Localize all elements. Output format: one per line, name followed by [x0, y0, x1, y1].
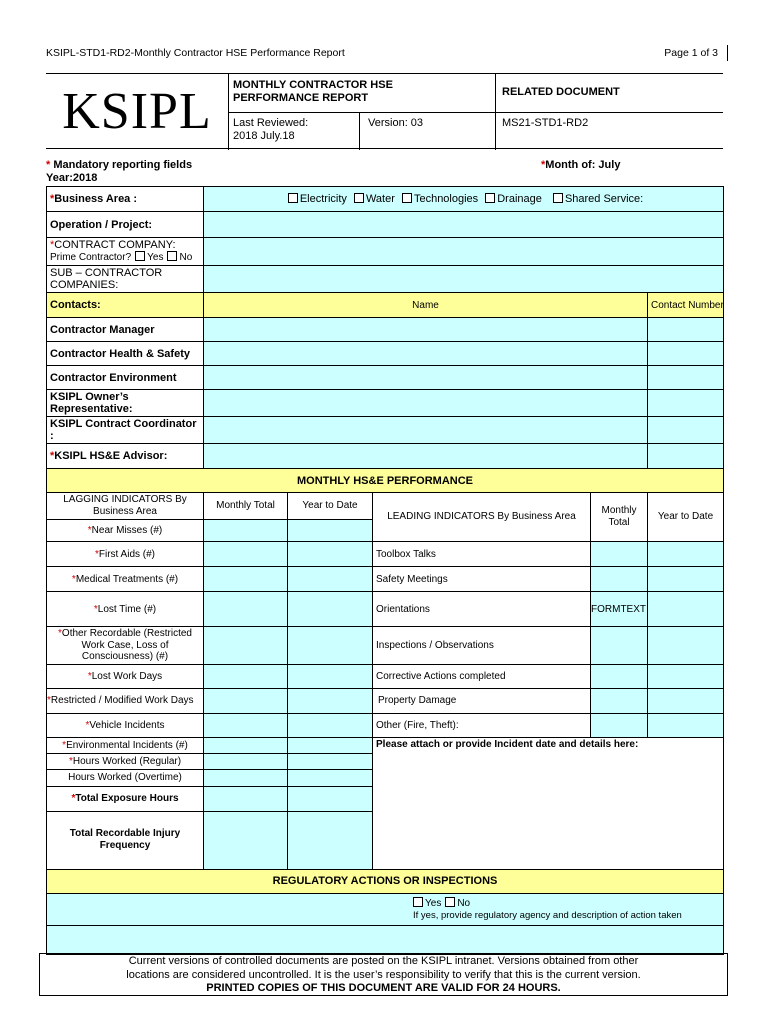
other-fire-monthly-field[interactable]	[591, 713, 648, 737]
hse-advisor-text: KSIPL HS&E Advisor:	[54, 450, 168, 462]
contractor-env-row	[47, 366, 724, 390]
owner-rep-row	[47, 390, 724, 417]
inspections-label: Inspections / Observations	[373, 627, 591, 665]
mandatory-marker: *	[47, 695, 51, 706]
vehicle-incidents-label	[47, 713, 204, 737]
other-recordable-monthly-field[interactable]	[204, 627, 288, 665]
technologies-checkbox[interactable]	[402, 193, 412, 203]
medical-monthly-field[interactable]	[204, 567, 288, 592]
contractor-hs-name-field[interactable]	[204, 342, 648, 366]
medical-label	[47, 567, 204, 592]
lost-time-ytd-field[interactable]	[288, 592, 373, 627]
near-misses-label	[47, 520, 204, 542]
lost-time-row	[47, 592, 724, 627]
corrective-label: Corrective Actions completed	[373, 664, 591, 688]
total-exposure-text: Total Exposure Hours	[75, 793, 179, 804]
first-aids-ytd-field[interactable]	[288, 542, 373, 567]
hse-advisor-name-field[interactable]	[204, 444, 648, 469]
contract-company-field[interactable]	[204, 238, 724, 266]
contact-number-header: Contact Number	[648, 293, 724, 318]
first-aids-monthly-field[interactable]	[204, 542, 288, 567]
inspections-monthly-field[interactable]	[591, 627, 648, 665]
regulatory-yes-checkbox[interactable]	[413, 897, 423, 907]
contract-coord-name-field[interactable]	[204, 417, 648, 444]
electricity-label: Electricity	[299, 193, 347, 205]
contractor-manager-label: Contractor Manager	[47, 318, 204, 342]
header-divider	[727, 45, 728, 61]
business-area-text: Business Area :	[54, 193, 138, 205]
related-document-label: RELATED DOCUMENT	[502, 86, 620, 98]
document-header	[46, 47, 728, 61]
hours-overtime-monthly-field[interactable]	[204, 769, 288, 786]
mandatory-note	[46, 159, 728, 185]
contractor-hs-number-field[interactable]	[648, 342, 724, 366]
trif-label: Total Recordable Injury Frequency	[47, 811, 204, 869]
mandatory-marker: *	[58, 628, 62, 639]
ksipl-logo: KSIPL	[62, 83, 212, 140]
performance-section-row	[47, 469, 724, 493]
contractor-hs-row	[47, 342, 724, 366]
footer-line-3: PRINTED COPIES OF THIS DOCUMENT ARE VALID FOR 24 HOURS.	[206, 982, 561, 994]
other-fire-ytd-field[interactable]	[648, 713, 724, 737]
mandatory-marker: *	[87, 525, 92, 536]
property-damage-ytd-field[interactable]	[648, 688, 724, 713]
contract-coord-row	[47, 417, 724, 444]
vehicle-incidents-text: Vehicle Incidents	[89, 719, 165, 731]
mandatory-marker: *	[46, 159, 51, 171]
contractor-env-name-field[interactable]	[204, 366, 648, 390]
page-number: Page 1 of 3	[664, 47, 718, 59]
contractor-env-number-field[interactable]	[648, 366, 724, 390]
operation-row	[47, 212, 724, 238]
corrective-monthly-field[interactable]	[591, 664, 648, 688]
lost-time-label	[47, 592, 204, 627]
regulatory-details-field[interactable]	[47, 925, 724, 954]
hse-advisor-row	[47, 444, 724, 469]
contacts-label: Contacts:	[47, 293, 204, 318]
regulatory-options	[409, 897, 723, 922]
other-recordable-text: Other Recordable (Restricted Work Case, Loss of Consciousness) (#)	[61, 628, 192, 662]
lost-work-days-text: Lost Work Days	[91, 670, 163, 682]
prime-no-label: No	[179, 252, 193, 263]
prime-yes-checkbox[interactable]	[135, 251, 145, 261]
trif-ytd-field[interactable]	[288, 811, 373, 869]
medical-ytd-field[interactable]	[288, 567, 373, 592]
vehicle-incidents-ytd-field[interactable]	[288, 713, 373, 737]
drainage-label: Drainage	[497, 193, 542, 205]
toolbox-monthly-field[interactable]	[591, 542, 648, 567]
lost-work-days-row	[47, 664, 724, 688]
medical-row	[47, 567, 724, 592]
incident-details-area[interactable]: Please attach or provide Incident date and details here:	[373, 737, 724, 869]
contract-coord-number-field[interactable]	[648, 417, 724, 444]
water-checkbox[interactable]	[354, 193, 364, 203]
medical-text: Medical Treatments (#)	[75, 573, 179, 585]
leading-monthly-header: Monthly Total	[591, 493, 648, 542]
total-exposure-monthly-field[interactable]	[204, 786, 288, 811]
shared-service-checkbox[interactable]	[553, 193, 563, 203]
mandatory-marker: *	[541, 159, 546, 171]
divider	[359, 112, 360, 150]
mandatory-marker: *	[93, 603, 98, 615]
related-document-value: MS21-STD1-RD2	[502, 117, 589, 129]
lagging-monthly-header: Monthly Total	[204, 493, 288, 520]
property-damage-label: Property Damage	[373, 688, 591, 713]
hours-regular-ytd-field[interactable]	[288, 753, 373, 769]
lost-time-text: Lost Time (#)	[97, 603, 157, 615]
vehicle-incidents-row	[47, 713, 724, 737]
contractor-manager-number-field[interactable]	[648, 318, 724, 342]
toolbox-label: Toolbox Talks	[373, 542, 591, 567]
business-area-row	[47, 187, 724, 212]
trif-monthly-field[interactable]	[204, 811, 288, 869]
footer-line-1: Current versions of controlled documents are posted on the KSIPL intranet. Versions obtained from other	[128, 955, 639, 967]
drainage-checkbox[interactable]	[485, 193, 495, 203]
water-label: Water	[365, 193, 395, 205]
other-fire-label: Other (Fire, Theft):	[373, 713, 591, 737]
indicator-header-row	[47, 493, 724, 520]
mandatory-marker: *	[71, 793, 76, 804]
hours-overtime-ytd-field[interactable]	[288, 769, 373, 786]
other-recordable-label	[47, 627, 204, 665]
first-aids-text: First Aids (#)	[98, 548, 156, 560]
restricted-days-text: Restricted / Modified Work Days	[50, 695, 194, 706]
sub-contractor-field[interactable]	[204, 266, 724, 293]
near-misses-monthly-field[interactable]	[204, 520, 288, 542]
lost-work-days-monthly-field[interactable]	[204, 664, 288, 688]
safety-meetings-label: Safety Meetings	[373, 567, 591, 592]
title-block	[46, 73, 723, 149]
contract-coord-label: KSIPL Contract Coordinator :	[47, 417, 204, 444]
prime-no-checkbox[interactable]	[167, 251, 177, 261]
owner-rep-number-field[interactable]	[648, 390, 724, 417]
contacts-header-row	[47, 293, 724, 318]
restricted-days-monthly-field[interactable]	[204, 688, 288, 713]
business-area-label	[47, 187, 204, 212]
footer-notice	[39, 953, 728, 996]
version: Version: 03	[368, 117, 424, 129]
report-form	[46, 186, 724, 955]
first-aids-label	[47, 542, 204, 567]
operation-label: Operation / Project:	[47, 212, 204, 238]
mandatory-marker: *	[94, 548, 99, 560]
mandatory-marker: *	[85, 719, 90, 731]
corrective-ytd-field[interactable]	[648, 664, 724, 688]
regulatory-section-title: REGULATORY ACTIONS OR INSPECTIONS	[47, 869, 724, 893]
leading-ytd-header: Year to Date	[648, 493, 724, 542]
hours-regular-label	[47, 753, 204, 769]
vehicle-incidents-monthly-field[interactable]	[204, 713, 288, 737]
last-reviewed-value: 2018 July.18	[233, 130, 295, 142]
electricity-checkbox[interactable]	[288, 193, 298, 203]
lost-work-days-label	[47, 664, 204, 688]
owner-rep-label: KSIPL Owner’s Representative:	[47, 390, 204, 417]
hse-advisor-label	[47, 444, 204, 469]
orientations-monthly-field[interactable]: FORMTEXT	[591, 592, 648, 627]
lost-work-days-ytd-field[interactable]	[288, 664, 373, 688]
total-exposure-ytd-field[interactable]	[288, 786, 373, 811]
total-exposure-label	[47, 786, 204, 811]
env-incidents-text: Environmental Incidents (#)	[66, 739, 188, 751]
prime-contractor-label: Prime Contractor?	[50, 252, 132, 263]
mandatory-marker: *	[62, 739, 67, 751]
hse-advisor-number-field[interactable]	[648, 444, 724, 469]
regulatory-answer-field	[47, 893, 724, 925]
env-incidents-row	[47, 737, 724, 753]
regulatory-yes-label: Yes	[425, 897, 442, 909]
document-reference: KSIPL-STD1-RD2-Monthly Contractor HSE Performance Report	[46, 47, 345, 59]
sub-contractor-label: SUB – CONTRACTOR COMPANIES:	[47, 266, 204, 293]
business-area-options	[204, 187, 724, 212]
mandatory-marker: *	[50, 450, 55, 462]
near-misses-ytd-field[interactable]	[288, 520, 373, 542]
mandatory-text: Mandatory reporting fields	[50, 159, 193, 171]
env-incidents-ytd-field[interactable]	[288, 737, 373, 753]
contract-company-row	[47, 238, 724, 266]
lagging-header: LAGGING INDICATORS By Business Area	[47, 493, 204, 520]
prime-yes-label: Yes	[147, 252, 164, 263]
regulatory-no-checkbox[interactable]	[445, 897, 455, 907]
name-header: Name	[204, 293, 648, 318]
month-value: Month of: July	[545, 159, 621, 171]
performance-section-title: MONTHLY HS&E PERFORMANCE	[47, 469, 724, 493]
restricted-days-label	[47, 688, 204, 713]
operation-field[interactable]	[204, 212, 724, 238]
regulatory-instruction: If yes, provide regulatory agency and description of action taken	[413, 909, 682, 921]
sub-contractor-row	[47, 266, 724, 293]
mandatory-marker: *	[50, 193, 55, 205]
regulatory-details-row	[47, 925, 724, 954]
leading-header: LEADING INDICATORS By Business Area	[373, 493, 591, 542]
hours-regular-text: Hours Worked (Regular)	[72, 755, 182, 767]
lagging-ytd-header: Year to Date	[288, 493, 373, 520]
owner-rep-name-field[interactable]	[204, 390, 648, 417]
mandatory-marker: *	[68, 755, 73, 767]
year-field: Year:2018	[46, 172, 98, 184]
regulatory-no-label: No	[457, 897, 471, 909]
contractor-manager-name-field[interactable]	[204, 318, 648, 342]
restricted-days-ytd-field[interactable]	[288, 688, 373, 713]
report-title: MONTHLY CONTRACTOR HSE PERFORMANCE REPORT	[233, 79, 393, 104]
orientations-ytd-field[interactable]	[648, 592, 724, 627]
hours-overtime-label: Hours Worked (Overtime)	[47, 769, 204, 786]
safety-meetings-ytd-field[interactable]	[648, 567, 724, 592]
lost-time-monthly-field[interactable]	[204, 592, 288, 627]
contractor-manager-row	[47, 318, 724, 342]
env-incidents-monthly-field[interactable]	[204, 737, 288, 753]
shared-service-label: Shared Service:	[564, 193, 644, 205]
hours-regular-monthly-field[interactable]	[204, 753, 288, 769]
other-recordable-row	[47, 627, 724, 665]
contract-company-text: CONTRACT COMPANY:	[54, 239, 176, 251]
last-reviewed-label: Last Reviewed:	[233, 117, 309, 129]
contractor-hs-label: Contractor Health & Safety	[47, 342, 204, 366]
env-incidents-label	[47, 737, 204, 753]
other-recordable-ytd-field[interactable]	[288, 627, 373, 665]
technologies-label: Technologies	[413, 193, 479, 205]
near-misses-text: Near Misses (#)	[91, 525, 163, 536]
month-field	[541, 159, 620, 172]
regulatory-section-row	[47, 869, 724, 893]
property-damage-monthly-field[interactable]	[591, 688, 648, 713]
mandatory-marker: *	[71, 573, 76, 585]
inspections-ytd-field[interactable]	[648, 627, 724, 665]
first-aids-row	[47, 542, 724, 567]
toolbox-ytd-field[interactable]	[648, 542, 724, 567]
safety-meetings-monthly-field[interactable]	[591, 567, 648, 592]
regulatory-answer-row	[47, 893, 724, 925]
contractor-env-label: Contractor Environment	[47, 366, 204, 390]
restricted-days-row	[47, 688, 724, 713]
orientations-label: Orientations	[373, 592, 591, 627]
mandatory-marker: *	[50, 239, 55, 251]
contract-company-label	[47, 238, 204, 266]
mandatory-marker: *	[87, 670, 92, 682]
last-reviewed	[229, 113, 357, 147]
footer-line-2: locations are considered uncontrolled. It is the user’s responsibility to verify that this is the current version.	[126, 968, 641, 981]
